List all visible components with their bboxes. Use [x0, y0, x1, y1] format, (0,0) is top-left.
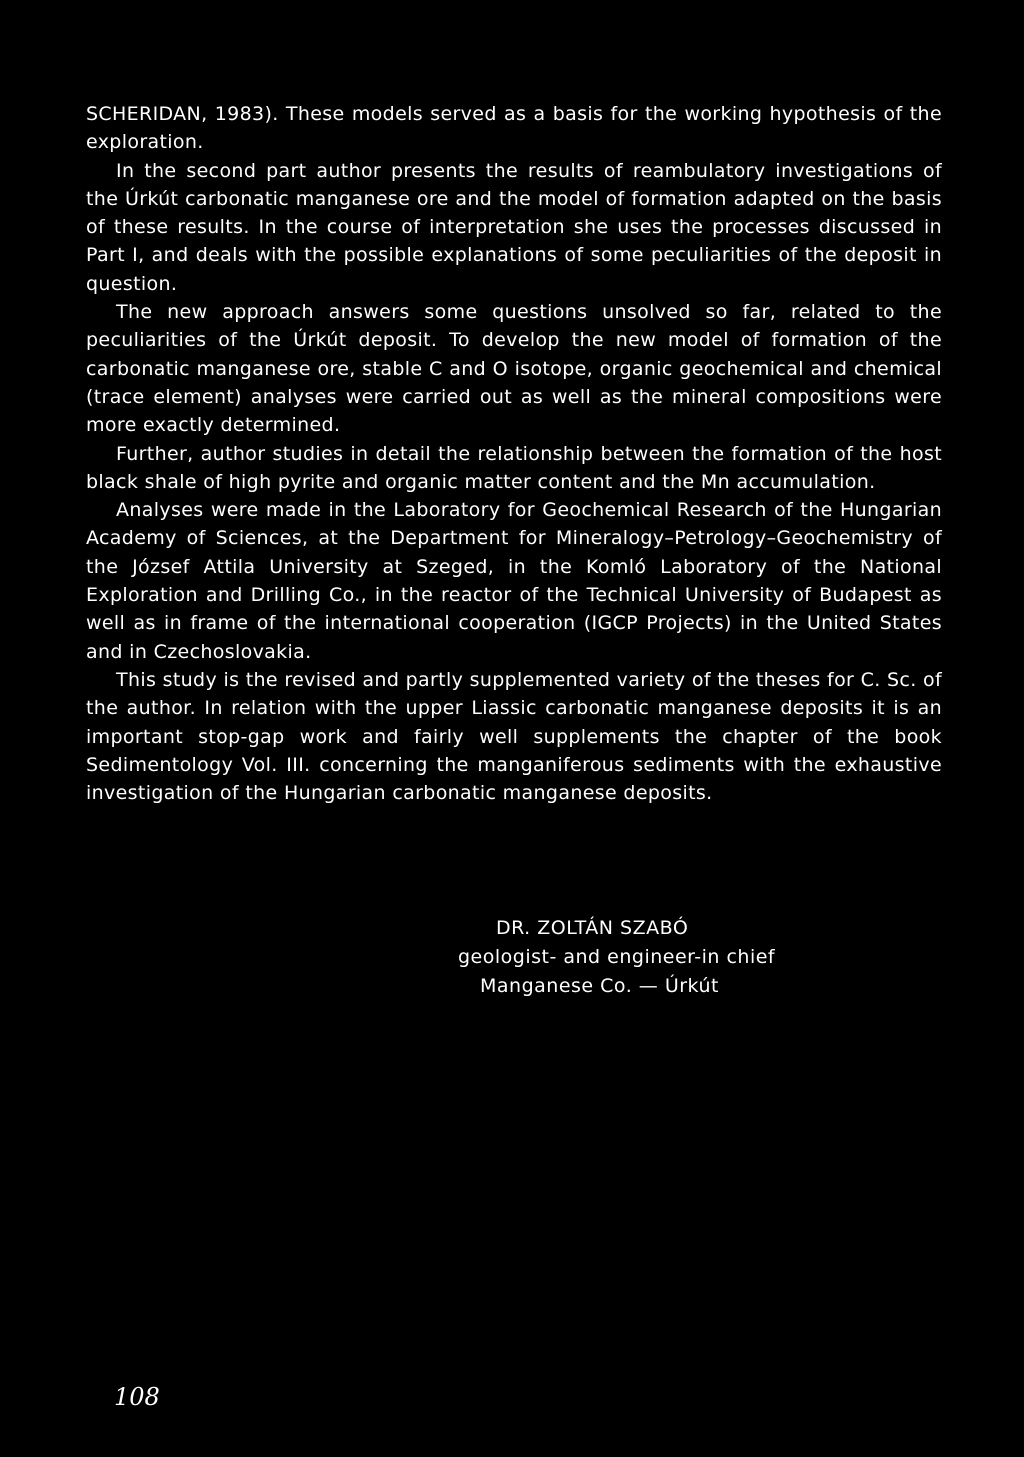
- paragraph-5: Analyses were made in the Laboratory for Geochemical Research of the Hungarian Academy of Sciences, at the Department for Mineralogy–Petrology–Geochemistry of the József Attila University at Szeged, in the Komló Laboratory of the National Exploration and Drilling Co., in the reactor of the Technical University of Budapest as well as in frame of the international cooperation (IGCP Projects) in the United States and in Czechoslovakia.: [86, 499, 942, 663]
- body-text: [86, 100, 942, 807]
- paragraph-2: In the second part author presents the results of reambulatory investigations of the Úrkút carbonatic manganese ore and the model of formation adapted on the basis of these results. In the course of interpretation she uses the processes discussed in Part I, and deals with the possible explanations of some peculiarities of the deposit in question.: [86, 159, 942, 295]
- signature-title: geologist- and engineer-in chief: [458, 946, 776, 968]
- paragraph-1: SCHERIDAN, 1983). These models served as a basis for the working hypothesis of the exploration.: [86, 103, 942, 154]
- signature-name: DR. ZOLTÁN SZABÓ: [496, 917, 689, 939]
- paragraph-4: Further, author studies in detail the relationship between the formation of the host black shale of high pyrite and organic matter content and the Mn accumulation.: [86, 442, 942, 493]
- paragraph-6: This study is the revised and partly supplemented variety of the theses for C. Sc. of the author. In relation with the upper Liassic carbonatic manganese deposits it is an important stop-gap work and fairly well supplements the chapter of the book Sedimentology Vol. III. concerning the manganiferous sediments with the exhaustive investigation of the Hungarian carbonatic manganese deposits.: [86, 668, 942, 805]
- signature-company: Manganese Co. — Úrkút: [480, 975, 719, 997]
- signature-block: [458, 914, 938, 1001]
- page-number: 108: [114, 1383, 160, 1411]
- paragraph-3: The new approach answers some questions unsolved so far, related to the peculiarities of the Úrkút deposit. To develop the new model of formation of the carbonatic manganese ore, stable C and O isotope, organic geochemical and chemical (trace element) analyses were carried out as well as the mineral compositions were more exactly determined.: [86, 301, 942, 437]
